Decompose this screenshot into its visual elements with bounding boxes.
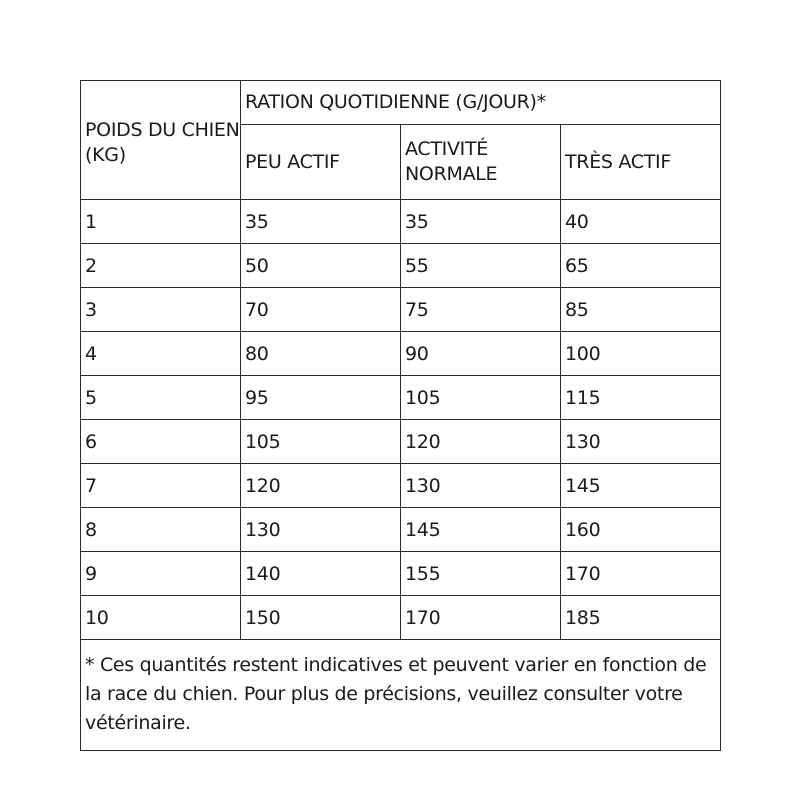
footnote-cell — [81, 640, 721, 751]
ration-low-cell: 95 — [241, 376, 401, 420]
ration-normal-cell: 35 — [401, 200, 561, 244]
table-row — [81, 596, 721, 640]
ration-header-cell — [241, 81, 721, 125]
weight-cell: 8 — [81, 508, 241, 552]
ration-normal-cell: 170 — [401, 596, 561, 640]
table-row — [81, 508, 721, 552]
ration-normal-cell: 120 — [401, 420, 561, 464]
activity-header-high-label: TRÈS ACTIF — [565, 150, 671, 173]
weight-header-label: POIDS DU CHIEN (KG) — [85, 119, 240, 166]
ration-low-cell: 50 — [241, 244, 401, 288]
table-row — [81, 200, 721, 244]
table-row — [81, 464, 721, 508]
table-row — [81, 332, 721, 376]
activity-header-high — [561, 125, 721, 200]
weight-cell: 3 — [81, 288, 241, 332]
weight-cell: 6 — [81, 420, 241, 464]
ration-high-cell: 65 — [561, 244, 721, 288]
ration-high-cell: 145 — [561, 464, 721, 508]
ration-low-cell: 130 — [241, 508, 401, 552]
ration-low-cell: 35 — [241, 200, 401, 244]
ration-table-body — [81, 81, 721, 751]
weight-cell: 10 — [81, 596, 241, 640]
ration-high-cell: 185 — [561, 596, 721, 640]
ration-normal-cell: 55 — [401, 244, 561, 288]
ration-low-cell: 140 — [241, 552, 401, 596]
footnote-text: * Ces quantités restent indicatives et peuvent varier en fonction de la race du chien. Pour plus de précisions, veuillez consulter votre vétérinaire. — [85, 653, 707, 734]
table-row — [81, 552, 721, 596]
weight-header-cell — [81, 81, 241, 200]
weight-cell: 7 — [81, 464, 241, 508]
ration-table — [80, 80, 721, 751]
ration-low-cell: 70 — [241, 288, 401, 332]
activity-header-low-label: PEU ACTIF — [245, 150, 340, 173]
ration-low-cell: 150 — [241, 596, 401, 640]
ration-high-cell: 115 — [561, 376, 721, 420]
ration-normal-cell: 75 — [401, 288, 561, 332]
weight-cell: 9 — [81, 552, 241, 596]
activity-header-normal-label: ACTIVITÉ NORMALE — [405, 138, 498, 185]
ration-high-cell: 160 — [561, 508, 721, 552]
table-row — [81, 420, 721, 464]
ration-header-label: RATION QUOTIDIENNE (G/JOUR)* — [245, 91, 546, 113]
weight-cell: 4 — [81, 332, 241, 376]
ration-normal-cell: 145 — [401, 508, 561, 552]
ration-normal-cell: 105 — [401, 376, 561, 420]
ration-high-cell: 100 — [561, 332, 721, 376]
ration-high-cell: 85 — [561, 288, 721, 332]
ration-low-cell: 80 — [241, 332, 401, 376]
ration-normal-cell: 155 — [401, 552, 561, 596]
ration-low-cell: 120 — [241, 464, 401, 508]
footnote-row — [81, 640, 721, 751]
table-row — [81, 288, 721, 332]
ration-normal-cell: 130 — [401, 464, 561, 508]
ration-high-cell: 170 — [561, 552, 721, 596]
ration-low-cell: 105 — [241, 420, 401, 464]
weight-cell: 2 — [81, 244, 241, 288]
header-row — [81, 81, 721, 125]
ration-normal-cell: 90 — [401, 332, 561, 376]
ration-high-cell: 40 — [561, 200, 721, 244]
weight-cell: 5 — [81, 376, 241, 420]
weight-cell: 1 — [81, 200, 241, 244]
ration-high-cell: 130 — [561, 420, 721, 464]
activity-header-normal — [401, 125, 561, 200]
activity-header-low — [241, 125, 401, 200]
table-row — [81, 376, 721, 420]
table-row — [81, 244, 721, 288]
